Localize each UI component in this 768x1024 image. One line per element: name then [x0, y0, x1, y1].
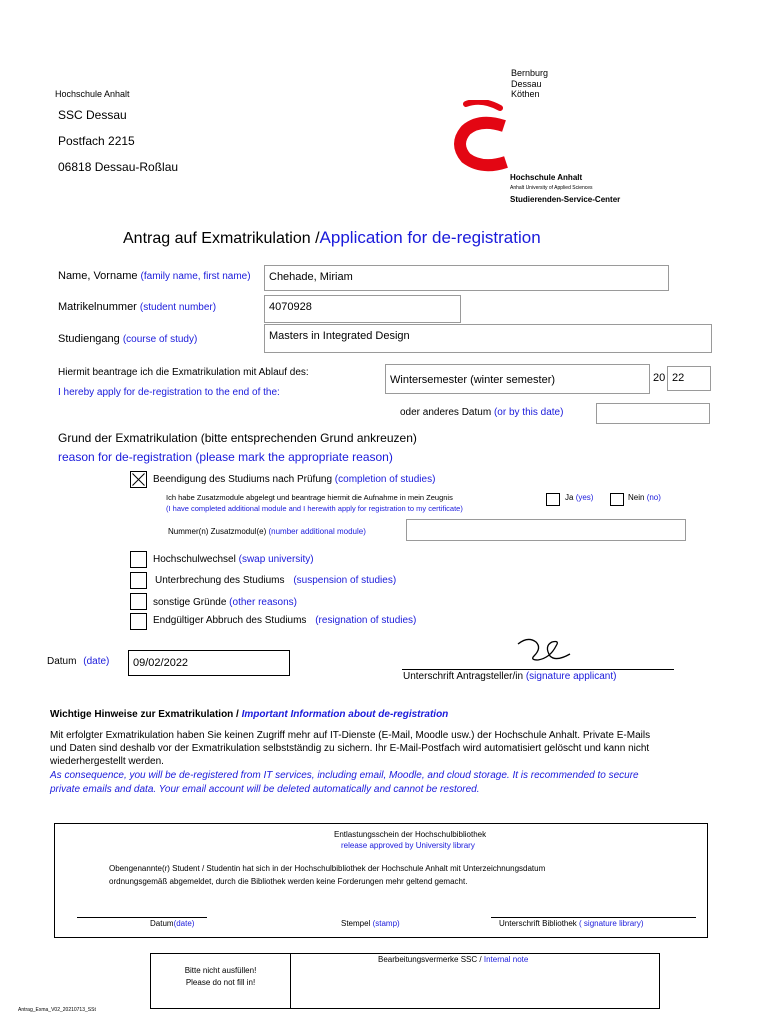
matrikel-field[interactable]: 4070928 — [264, 295, 461, 323]
logo-tagline: Anhalt University of Applied Sciences — [510, 185, 593, 191]
library-text-2: ordnungsgemäß abgemeldet, durch die Bibliothek werden keine Forderungen mehr geltend gemacht. — [109, 877, 468, 886]
apply-en-text: I hereby apply for de-registration to the end of the: — [58, 387, 280, 398]
other-reasons-checkbox[interactable] — [130, 593, 147, 610]
module-numbers-field[interactable] — [406, 519, 686, 541]
logo-arc-icon — [452, 100, 512, 172]
address-university: Hochschule Anhalt — [55, 89, 130, 99]
modules-yes-label: Ja (yes) — [565, 493, 594, 502]
name-field[interactable]: Chehade, Miriam — [264, 265, 669, 291]
applicant-signature-icon — [516, 634, 572, 664]
reasons-heading-en: reason for de-registration (please mark the appropriate reason) — [58, 450, 393, 464]
modules-no-label: Nein (no) — [628, 493, 661, 502]
year-prefix: 20 — [653, 372, 666, 384]
page-title — [123, 228, 541, 248]
document-id: Antrag_Exma_V02_20210713_SSt — [18, 1007, 96, 1013]
library-date-line — [77, 917, 207, 918]
library-stamp-label: Stempel (stamp) — [341, 919, 400, 928]
other-reasons-label: sonstige Gründe (other reasons) — [153, 597, 297, 608]
semester-select[interactable]: Wintersemester (winter semester) — [385, 364, 650, 394]
switch-checkbox[interactable] — [130, 551, 147, 568]
completion-label: Beendigung des Studiums nach Prüfung (completion of studies) — [153, 474, 436, 485]
reasons-heading-de: Grund der Exmatrikulation (bitte entsprechenden Grund ankreuzen) — [58, 431, 417, 445]
applicant-signature-line — [402, 669, 674, 670]
library-signature-line — [491, 917, 696, 918]
course-field[interactable]: Masters in Integrated Design — [264, 324, 712, 353]
logo-campus-koethen: Köthen — [511, 89, 540, 99]
abort-checkbox[interactable] — [130, 613, 147, 630]
logo-campus-bernburg: Bernburg — [511, 68, 549, 78]
interrupt-checkbox[interactable] — [130, 572, 147, 589]
interrupt-label: Unterbrechung des Studiums (suspension of studies) — [155, 575, 397, 586]
date-field[interactable]: 09/02/2022 — [128, 650, 290, 676]
internal-note-de: Bitte nicht ausfüllen! — [184, 966, 257, 975]
switch-label: Hochschulwechsel (swap university) — [153, 554, 314, 565]
address-postbox: Postfach 2215 — [58, 134, 135, 148]
notes-text-de-3: wiederhergestellt werden. — [50, 756, 164, 767]
modules-yes-checkbox[interactable] — [546, 493, 560, 506]
logo-department: Studierenden-Service-Center — [510, 195, 621, 204]
notes-heading: Wichtige Hinweise zur Exmatrikulation / Important Information about de-registration — [50, 709, 449, 720]
library-signature-label: Unterschrift Bibliothek ( signature library) — [499, 919, 644, 928]
applicant-signature-label: Unterschrift Antragsteller/in (signature applicant) — [403, 671, 617, 682]
modules-en-text: (I have completed additional module and I herewith apply for registration to my certificate) — [166, 504, 463, 513]
apply-de-text: Hiermit beantrage ich die Exmatrikulation mit Ablauf des: — [58, 367, 309, 378]
modules-de-text: Ich habe Zusatzmodule abgelegt und beantrage hiermit die Aufnahme in mein Zeugnis — [166, 493, 453, 502]
notes-text-de-1: Mit erfolgter Exmatrikulation haben Sie keinen Zugriff mehr auf IT-Dienste (E-Mail, Moodle usw.) der Hochschule Anhalt. Private E-Mails — [50, 730, 651, 741]
title-en: Application for de-registration — [319, 228, 541, 247]
library-date-label: Datum(date) — [150, 919, 195, 928]
internal-note-en: Please do not fill in! — [185, 978, 256, 987]
module-numbers-label: Nummer(n) Zusatzmodul(e) (number additional module) — [168, 527, 366, 536]
completion-checkbox[interactable] — [130, 471, 147, 488]
library-title-de: Entlastungsschein der Hochschulbibliothek — [334, 830, 487, 839]
internal-note-heading: Bearbeitungsvermerke SSC / Internal note — [378, 955, 529, 964]
notes-text-en-2: private emails and data. Your email account will be deleted automatically and cannot be restored. — [50, 784, 480, 795]
internal-note-divider — [290, 954, 291, 1008]
course-label: Studiengang (course of study) — [58, 333, 198, 345]
address-city: 06818 Dessau-Roßlau — [58, 160, 179, 174]
name-label: Name, Vorname (family name, first name) — [58, 270, 251, 282]
logo-name: Hochschule Anhalt — [510, 173, 583, 182]
logo-campus-dessau: Dessau — [511, 79, 542, 89]
other-date-field[interactable] — [596, 403, 710, 424]
library-release-box — [54, 823, 708, 938]
title-de: Antrag auf Exmatrikulation / — [123, 230, 320, 247]
year-field[interactable]: 22 — [667, 366, 711, 391]
other-date-label: oder anderes Datum (or by this date) — [400, 407, 564, 418]
abort-label: Endgültiger Abbruch des Studiums (resignation of studies) — [153, 615, 417, 626]
date-label: Datum (date) — [47, 656, 110, 667]
modules-no-checkbox[interactable] — [610, 493, 624, 506]
notes-text-de-2: und Daten sind deshalb vor der Exmatrikulation selbstständig zu sichern. Ihr E-Mail-Postfach wird automatisiert gelöscht und kann nicht — [50, 743, 650, 754]
matrikel-label: Matrikelnummer (student number) — [58, 301, 217, 313]
address-office: SSC Dessau — [58, 108, 127, 122]
library-text-1: Obengenannte(r) Student / Studentin hat sich in der Hochschulbibliothek der Hochschule Anhalt mit Unterzeichnungsdatum — [109, 864, 546, 873]
notes-text-en-1: As consequence, you will be de-registered from IT services, including email, Moodle, and cloud storage. It is recommended to secure — [50, 770, 639, 781]
library-title-en: release approved by University library — [341, 841, 475, 850]
internal-note-box — [150, 953, 660, 1009]
